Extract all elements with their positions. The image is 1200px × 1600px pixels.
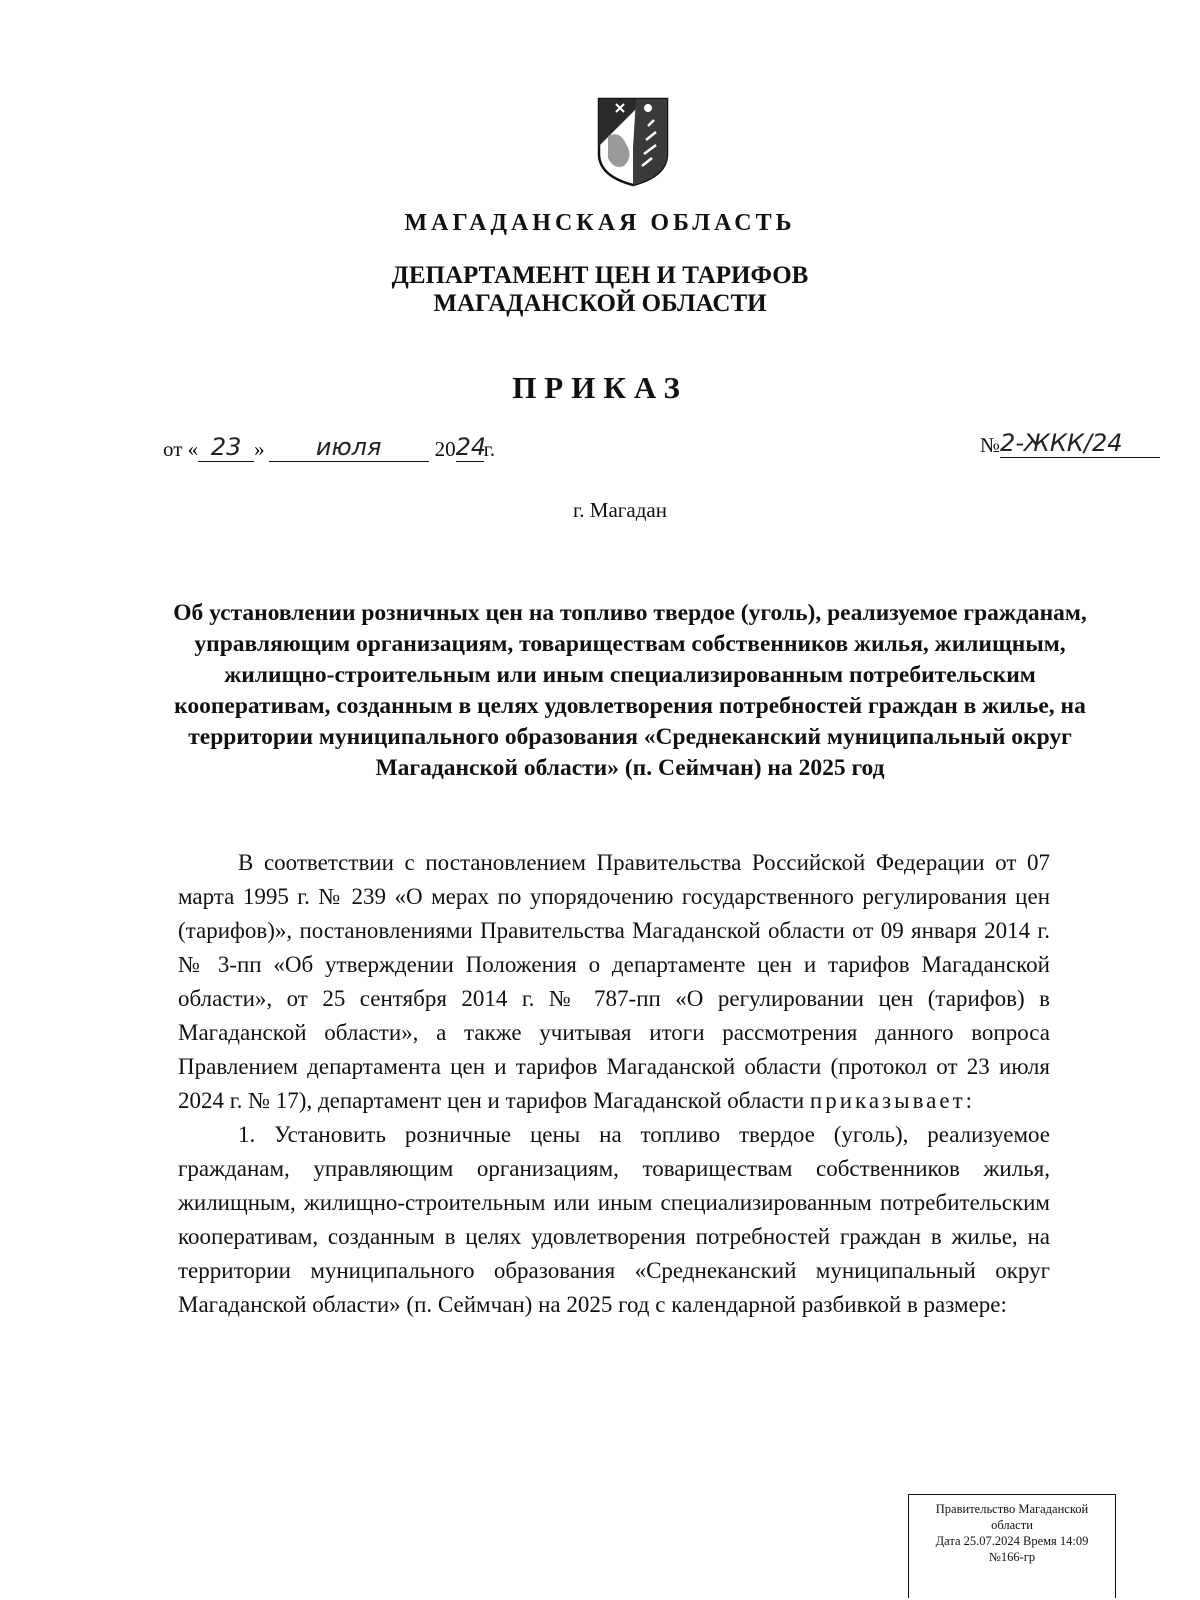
- date-day: 23: [210, 433, 242, 461]
- number-prefix: №: [980, 433, 1001, 457]
- stamp-line2: области: [991, 1518, 1033, 1532]
- stamp-line1: Правительство Магаданской: [935, 1502, 1089, 1516]
- date-year-prefix: 20: [434, 437, 456, 461]
- document-title: Об установлении розничных цен на топливо твердое (уголь), реализуемое гражданам, управляющим организациям, товариществам собственников жилья, жилищным, жилищно-строительным или иным специализированным потребительским кооперативам, созданным в целях удовлетворения потребностей граждан в жилье, на территории муниципального образования «Среднеканский муниципальный округ Магаданской области» (п. Сеймчан) на 2025 год: [173, 600, 1087, 781]
- orders-word: приказывает:: [809, 1088, 976, 1113]
- department-name-line2: МАГАДАНСКОЙ ОБЛАСТИ: [433, 290, 767, 317]
- number-value: 2-ЖКК/24: [1000, 429, 1123, 457]
- date-prefix: от «: [163, 437, 199, 461]
- city: г. Магадан: [573, 498, 667, 522]
- order-number: [980, 430, 1160, 458]
- document-type: ПРИКАЗ: [512, 370, 688, 405]
- preamble-text: В соответствии с постановлением Правительства Российской Федерации от 07 марта 1995 г. № 239 «О мерах по упорядочению государственного регулирования цен (тарифов)», постановлениями Правительства Магаданской области от 09 января 2014 г. № 3-пп «Об утверждении Положения о департаменте цен и тарифов Магаданской области», от 25 сентября 2014 г. № 787-пп «О регулировании цен (тарифов) в Магаданской области», а также учитывая итоги рассмотрения данного вопроса Правлением департамента цен и тарифов Магаданской области (протокол от 23 июля 2024 г. № 17), департамент цен и тарифов Магаданской области: [178, 850, 1050, 1113]
- date-year-suffix: 24: [455, 433, 487, 461]
- coat-of-arms-icon: [596, 96, 670, 188]
- stamp-line3: Дата 25.07.2024 Время 14:09: [935, 1534, 1089, 1548]
- region-name: МАГАДАНСКАЯ ОБЛАСТЬ: [404, 210, 796, 236]
- order-date: [163, 434, 495, 462]
- date-month: июля: [315, 433, 382, 461]
- department-name-line1: ДЕПАРТАМЕНТ ЦЕН И ТАРИФОВ: [391, 262, 809, 289]
- stamp-line4: №166-гр: [988, 1550, 1036, 1564]
- registration-stamp: [908, 1494, 1116, 1598]
- date-year-end: г.: [483, 437, 496, 461]
- date-separator: »: [254, 437, 265, 461]
- item-1-paragraph: 1. Установить розничные цены на топливо твердое (уголь), реализуемое гражданам, управляющим организациям, товариществам собственников жилья, жилищным, жилищно-строительным или иным специализированным потребительским кооперативам, созданным в целях удовлетворения потребностей граждан в жилье, на территории муниципального образования «Среднеканский муниципальный округ Магаданской области» (п. Сеймчан) на 2025 год с календарной разбивкой в размере:: [178, 1122, 1050, 1317]
- document-body: [178, 846, 1050, 1322]
- preamble-paragraph: [178, 846, 1050, 1118]
